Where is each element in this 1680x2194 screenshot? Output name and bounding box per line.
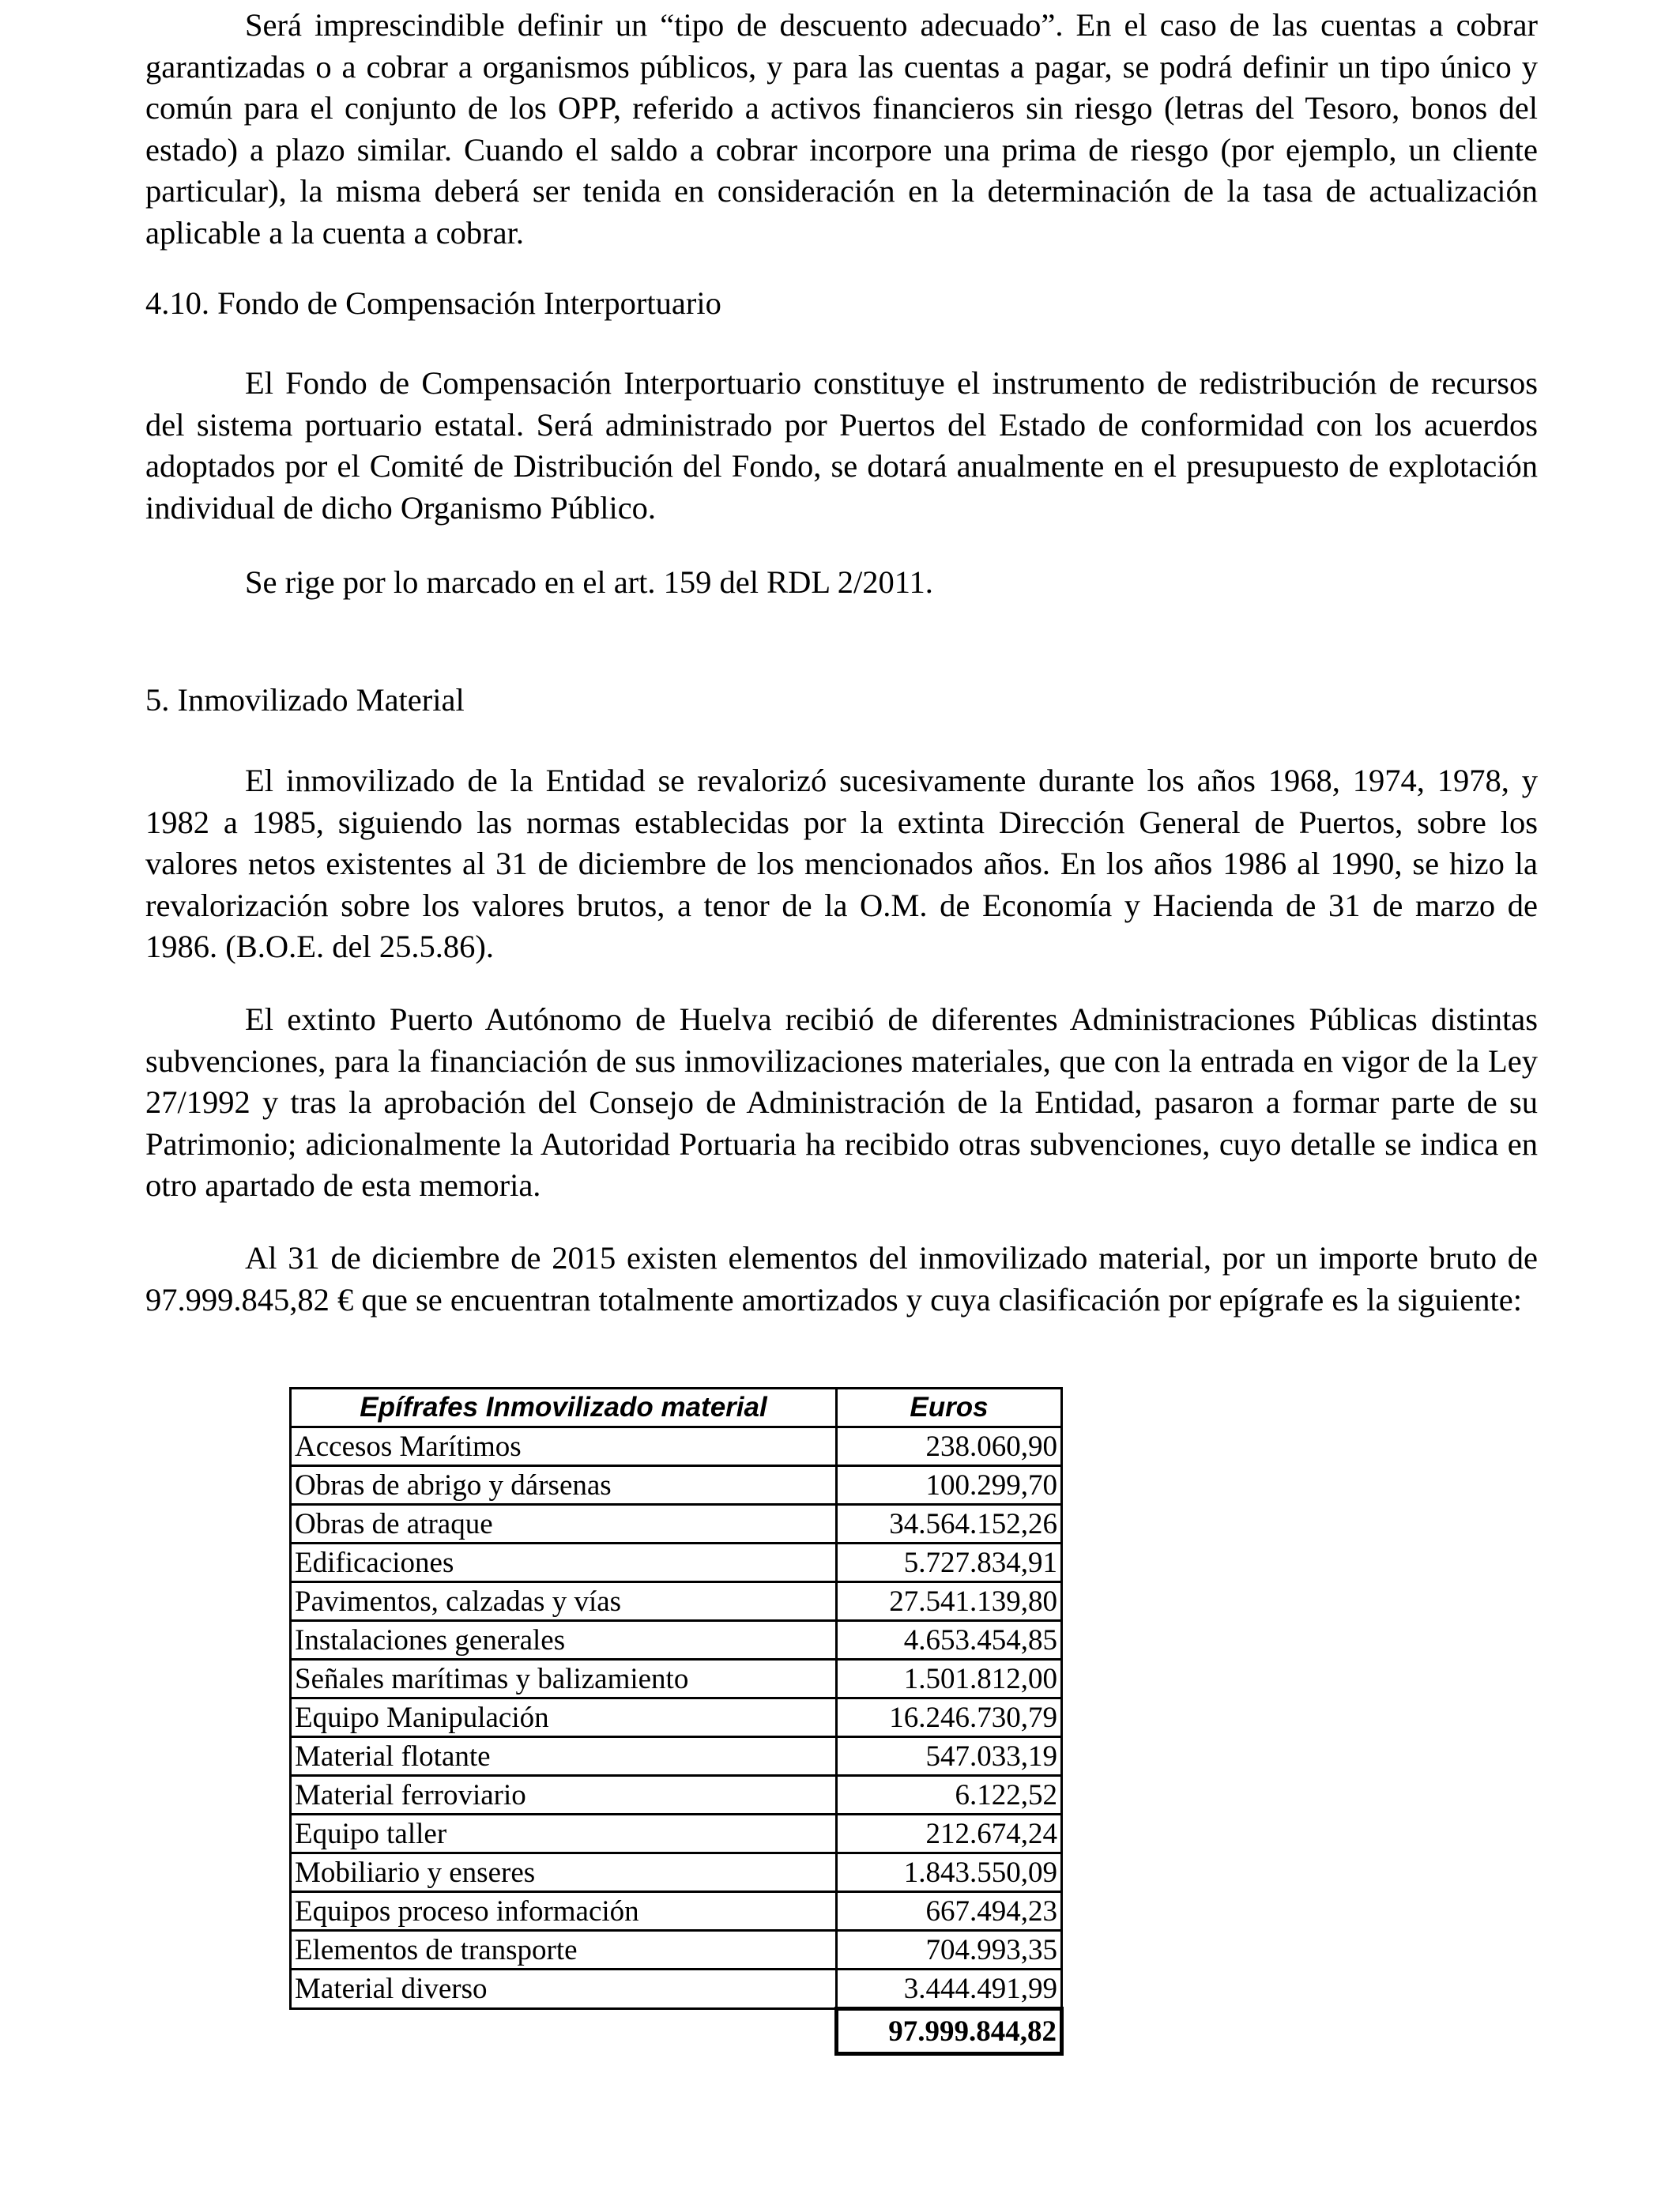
row-amount: 1.843.550,09 bbox=[837, 1853, 1062, 1892]
table-row bbox=[291, 1737, 1062, 1776]
table-row bbox=[291, 1698, 1062, 1737]
inmovilizado-table bbox=[289, 1387, 1064, 2056]
total-amount: 97.999.844,82 bbox=[837, 2009, 1062, 2054]
total-empty-cell bbox=[291, 2009, 837, 2054]
table-body bbox=[291, 1427, 1062, 2054]
row-amount: 100.299,70 bbox=[837, 1466, 1062, 1505]
row-label: Instalaciones generales bbox=[291, 1621, 837, 1660]
table-row bbox=[291, 1970, 1062, 2009]
row-amount: 212.674,24 bbox=[837, 1815, 1062, 1853]
row-label: Pavimentos, calzadas y vías bbox=[291, 1582, 837, 1621]
row-label: Equipo taller bbox=[291, 1815, 837, 1853]
section-heading-5: 5. Inmovilizado Material bbox=[145, 682, 465, 718]
row-label: Obras de atraque bbox=[291, 1505, 837, 1544]
row-amount: 16.246.730,79 bbox=[837, 1698, 1062, 1737]
row-label: Material diverso bbox=[291, 1970, 837, 2009]
table-row bbox=[291, 1544, 1062, 1582]
table-header-row bbox=[291, 1389, 1062, 1427]
row-label: Material ferroviario bbox=[291, 1776, 837, 1815]
row-amount: 34.564.152,26 bbox=[837, 1505, 1062, 1544]
row-amount: 27.541.139,80 bbox=[837, 1582, 1062, 1621]
row-label: Elementos de transporte bbox=[291, 1931, 837, 1970]
table-row bbox=[291, 1466, 1062, 1505]
row-amount: 667.494,23 bbox=[837, 1892, 1062, 1931]
row-amount: 238.060,90 bbox=[837, 1427, 1062, 1466]
table-row bbox=[291, 1621, 1062, 1660]
table-total-row bbox=[291, 2009, 1062, 2054]
row-label: Accesos Marítimos bbox=[291, 1427, 837, 1466]
row-label: Señales marítimas y balizamiento bbox=[291, 1660, 837, 1698]
row-amount: 547.033,19 bbox=[837, 1737, 1062, 1776]
table-row bbox=[291, 1660, 1062, 1698]
table-row bbox=[291, 1853, 1062, 1892]
row-label: Equipo Manipulación bbox=[291, 1698, 837, 1737]
row-label: Mobiliario y enseres bbox=[291, 1853, 837, 1892]
row-amount: 4.653.454,85 bbox=[837, 1621, 1062, 1660]
column-header-euros: Euros bbox=[837, 1389, 1062, 1427]
row-label: Obras de abrigo y dársenas bbox=[291, 1466, 837, 1505]
paragraph-fondo-compensacion: El Fondo de Compensación Interportuario constituye el instrumento de redistribución de recursos del sistema portuario estatal. Será administrado por Puertos del Estado de conformidad con los acuerdos adoptados por el Comité de Distribución del Fondo, se dotará anualmente en el presupuesto de explotación individual de dicho Organismo Público. bbox=[145, 365, 1538, 526]
row-label: Equipos proceso información bbox=[291, 1892, 837, 1931]
row-label: Material flotante bbox=[291, 1737, 837, 1776]
row-amount: 1.501.812,00 bbox=[837, 1660, 1062, 1698]
column-header-epigrafes: Epífrafes Inmovilizado material bbox=[291, 1389, 837, 1427]
table-row bbox=[291, 1582, 1062, 1621]
paragraph-revalorizacion: El inmovilizado de la Entidad se revalorizó sucesivamente durante los años 1968, 1974, 1978, y 1982 a 1985, siguiendo las normas establecidas por la extinta Dirección General de Puertos, sobre los valores netos existentes al 31 de diciembre de los mencionados años. En los años 1986 al 1990, se hizo la revalorización sobre los valores brutos, a tenor de la O.M. de Economía y Hacienda de 31 de marzo de 1986. (B.O.E. del 25.5.86). bbox=[145, 763, 1538, 964]
table-row bbox=[291, 1505, 1062, 1544]
paragraph-subvenciones: El extinto Puerto Autónomo de Huelva recibió de diferentes Administraciones Públicas distintas subvenciones, para la financiación de sus inmovilizaciones materiales, que con la entrada en vigor de la Ley 27/1992 y tras la aprobación del Consejo de Administración de la Entidad, pasaron a formar parte de su Patrimonio; adicionalmente la Autoridad Portuaria ha recibido otras subvenciones, cuyo detalle se indica en otro apartado de esta memoria. bbox=[145, 1001, 1538, 1203]
section-heading-4-10: 4.10. Fondo de Compensación Interportuario bbox=[145, 285, 721, 321]
paragraph-rdl-reference: Se rige por lo marcado en el art. 159 del RDL 2/2011. bbox=[245, 564, 933, 600]
paragraph-discount-rate: Será imprescindible definir un “tipo de descuento adecuado”. En el caso de las cuentas a cobrar garantizadas o a cobrar a organismos públicos, y para las cuentas a pagar, se podrá definir un tipo único y común para el conjunto de los OPP, referido a activos financieros sin riesgo (letras del Tesoro, bonos del estado) a plazo similar. Cuando el saldo a cobrar incorpore una prima de riesgo (por ejemplo, un cliente particular), la misma deberá ser tenida en consideración en la determinación de la tasa de actualización aplicable a la cuenta a cobrar. bbox=[145, 7, 1538, 251]
table-row bbox=[291, 1427, 1062, 1466]
row-amount: 6.122,52 bbox=[837, 1776, 1062, 1815]
row-label: Edificaciones bbox=[291, 1544, 837, 1582]
row-amount: 5.727.834,91 bbox=[837, 1544, 1062, 1582]
table-row bbox=[291, 1892, 1062, 1931]
table-row bbox=[291, 1815, 1062, 1853]
table-row bbox=[291, 1776, 1062, 1815]
row-amount: 704.993,35 bbox=[837, 1931, 1062, 1970]
paragraph-amortizados: Al 31 de diciembre de 2015 existen elementos del inmovilizado material, por un importe bruto de 97.999.845,82 € que se encuentran totalmente amortizados y cuya clasificación por epígrafe es la siguiente: bbox=[145, 1240, 1538, 1318]
table-row bbox=[291, 1931, 1062, 1970]
row-amount: 3.444.491,99 bbox=[837, 1970, 1062, 2009]
